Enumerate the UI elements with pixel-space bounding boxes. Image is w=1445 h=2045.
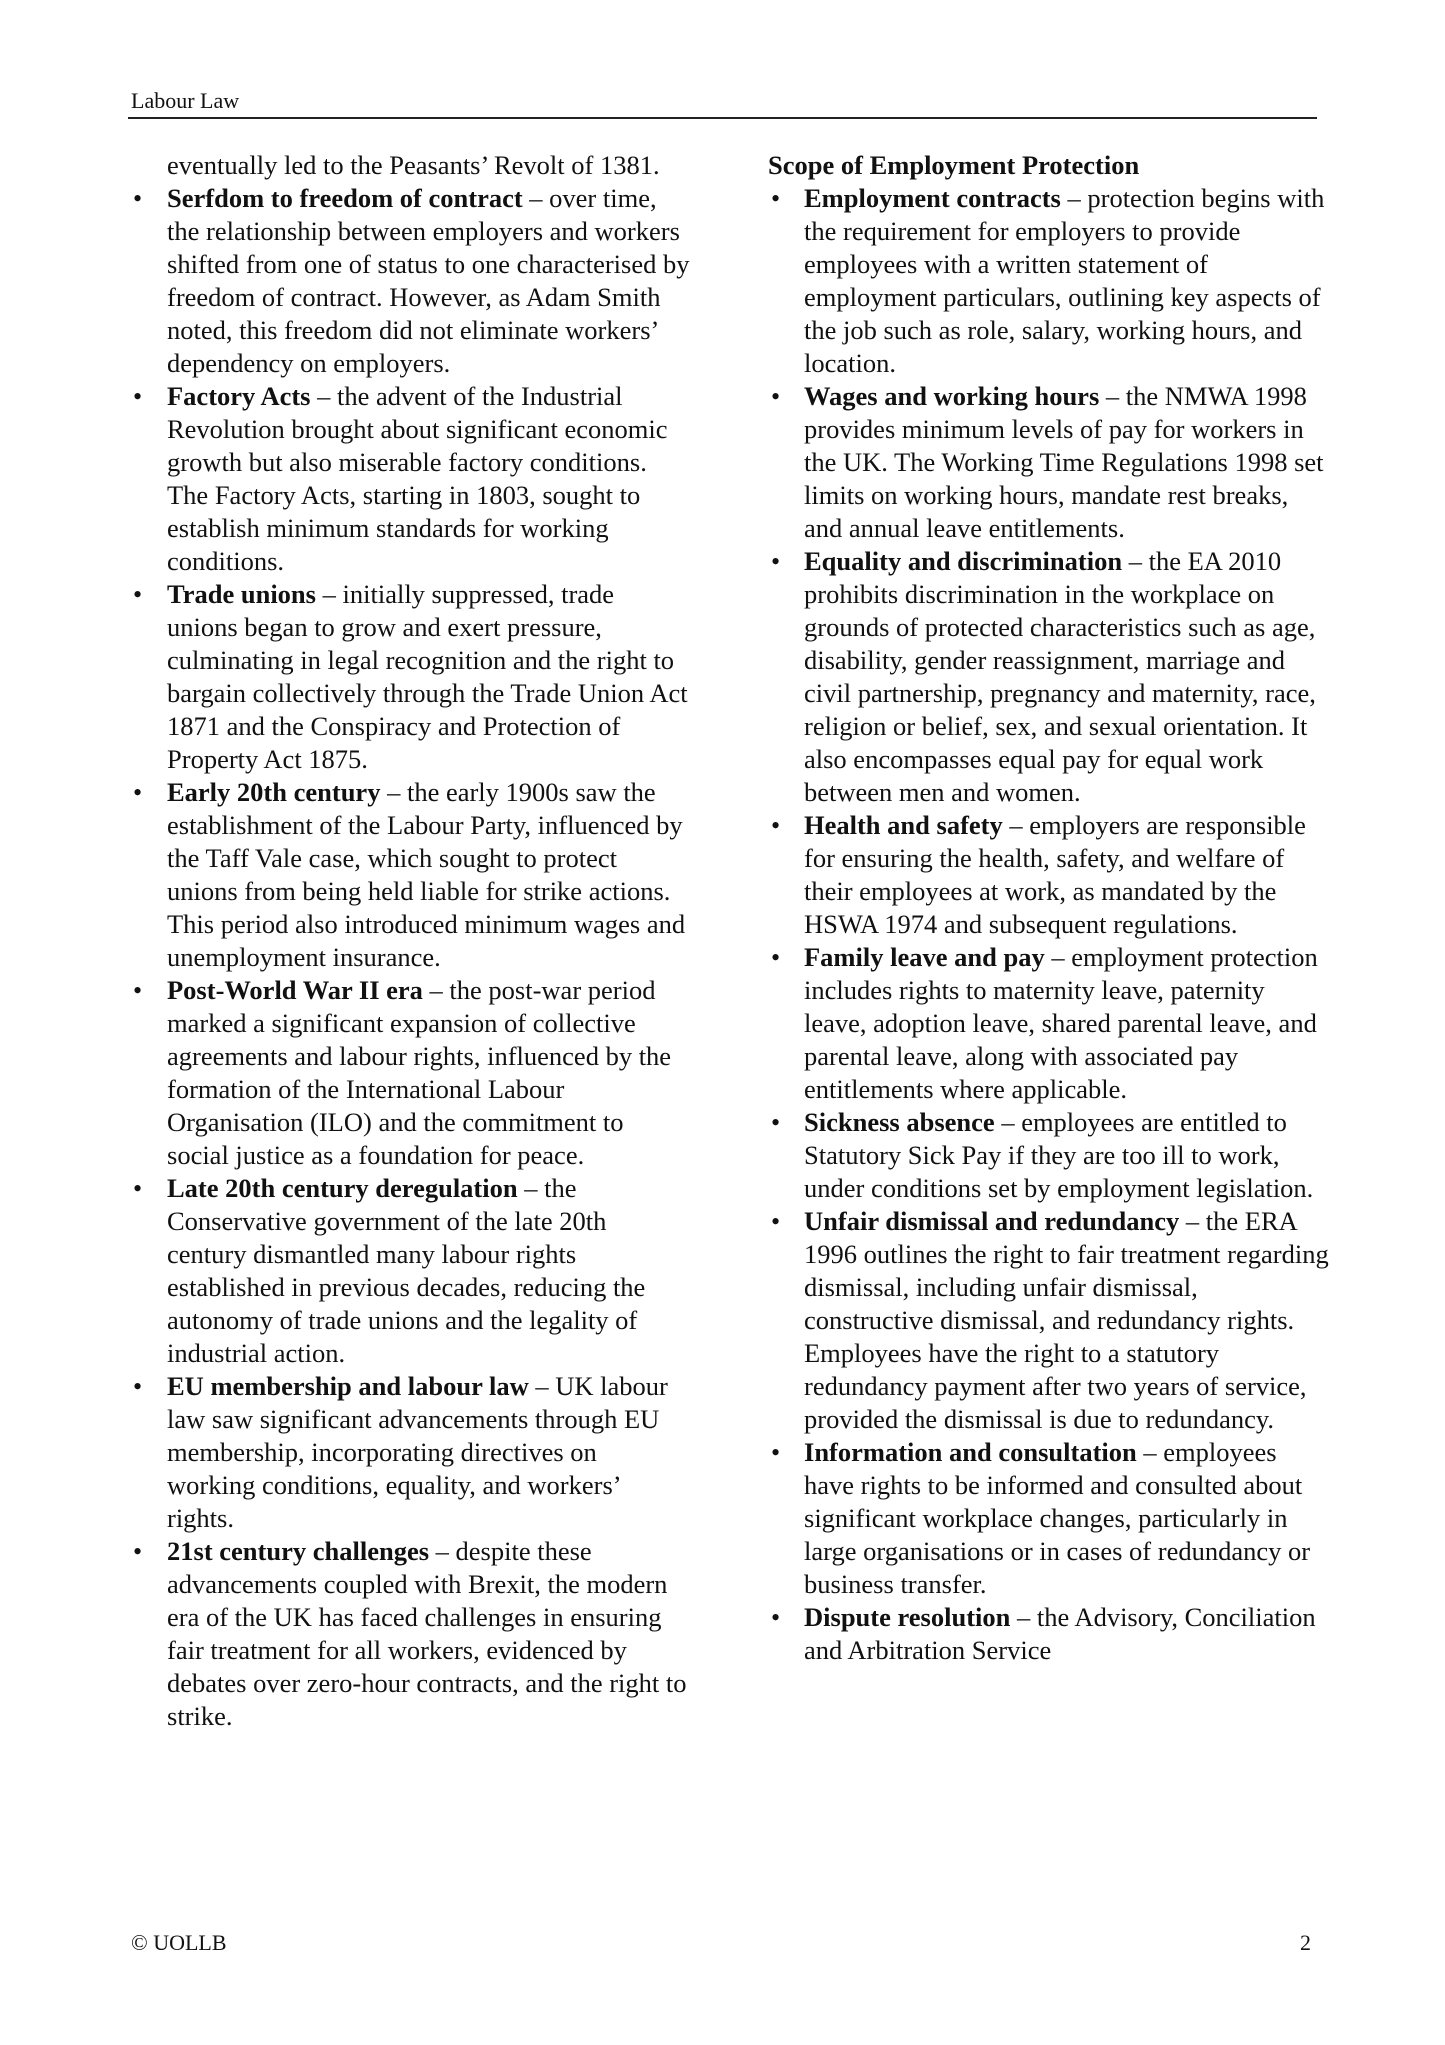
- item-text: – the EA 2010 prohibits discrimination in the workplace on grounds of protected characteristics such as age, disability, gender reassignment, marriage and civil partnership, pregnancy and maternity, race, religion or belief, sex, and sexual orientation. It also encompasses equal pay for equal work between men and women.: [804, 546, 1316, 807]
- item-text: – the Conservative government of the late 20th century dismantled many labour rights established in previous decades, reducing the autonomy of trade unions and the legality of industrial action.: [167, 1173, 646, 1368]
- bullet-icon: •: [771, 1603, 781, 1632]
- bullet-icon: •: [133, 778, 143, 807]
- item-term: Health and safety: [804, 810, 1003, 840]
- right-column: [768, 149, 1333, 1667]
- continued-paragraph: eventually led to the Peasants’ Revolt of 1381.: [167, 150, 660, 180]
- bullet-icon: •: [133, 1174, 143, 1203]
- left-column: [131, 149, 691, 1733]
- item-text: – the Advisory, Conciliation and Arbitration Service: [804, 1602, 1316, 1665]
- page-number: 2: [1300, 1930, 1311, 1955]
- item-term: Trade unions: [167, 579, 316, 609]
- item-term: Dispute resolution: [804, 1602, 1011, 1632]
- item-term: Sickness absence: [804, 1107, 995, 1137]
- item-text: – initially suppressed, trade unions began to grow and exert pressure, culminating in legal recognition and the right to bargain collectively through the Trade Union Act 1871 and the Conspiracy and Protection of Property Act 1875.: [167, 579, 688, 774]
- bullet-icon: •: [133, 1537, 143, 1566]
- list-item: [768, 809, 1333, 941]
- item-text: – the NMWA 1998 provides minimum levels of pay for workers in the UK. The Working Time Regulations 1998 set limits on working hours, mandate rest breaks, and annual leave entitlements.: [804, 381, 1324, 543]
- list-item: [768, 1106, 1333, 1205]
- item-text: – employers are responsible for ensuring the health, safety, and welfare of their employees at work, as mandated by the HSWA 1974 and subsequent regulations.: [804, 810, 1306, 939]
- list-item: [131, 1172, 691, 1370]
- bullet-icon: •: [771, 184, 781, 213]
- bullet-icon: •: [771, 1438, 781, 1467]
- bullet-icon: •: [771, 1108, 781, 1137]
- item-text: – the early 1900s saw the establishment of the Labour Party, influenced by the Taff Vale case, which sought to protect unions from being held liable for strike actions. This period also introduced minimum wages and unemployment insurance.: [167, 777, 686, 972]
- bullet-icon: •: [771, 547, 781, 576]
- bullet-icon: •: [133, 184, 143, 213]
- list-item: [131, 776, 691, 974]
- item-term: Factory Acts: [167, 381, 311, 411]
- item-text: – UK labour law saw significant advancements through EU membership, incorporating directives on working conditions, equality, and workers’ rights.: [167, 1371, 668, 1533]
- bullet-icon: •: [771, 811, 781, 840]
- bullet-icon: •: [771, 1207, 781, 1236]
- item-term: Late 20th century deregulation: [167, 1173, 518, 1203]
- item-term: Wages and working hours: [804, 381, 1100, 411]
- item-text: – employment protection includes rights to maternity leave, paternity leave, adoption leave, shared parental leave, and parental leave, along with associated pay entitlements where applicable.: [804, 942, 1318, 1104]
- list-item: [131, 578, 691, 776]
- list-item: [131, 380, 691, 578]
- item-text: – the post-war period marked a significant expansion of collective agreements and labour rights, influenced by the formation of the International Labour Organisation (ILO) and the commitment to social justice as a foundation for peace.: [167, 975, 672, 1170]
- item-text: – the ERA 1996 outlines the right to fair treatment regarding dismissal, including unfair dismissal, constructive dismissal, and redundancy rights. Employees have the right to a statutory redundancy payment after two years of service, provided the dismissal is due to redundancy.: [804, 1206, 1329, 1434]
- item-text: – employees have rights to be informed and consulted about significant workplace changes, particularly in large organisations or in cases of redundancy or business transfer.: [804, 1437, 1311, 1599]
- item-term: Equality and discrimination: [804, 546, 1123, 576]
- list-item: [768, 1205, 1333, 1436]
- footer-copyright: © UOLLB: [131, 1930, 227, 1955]
- item-term: Post-World War II era: [167, 975, 423, 1005]
- bullet-icon: •: [133, 1372, 143, 1401]
- list-item: [768, 182, 1333, 380]
- list-item: [768, 545, 1333, 809]
- bullet-icon: •: [133, 580, 143, 609]
- running-header-title: Labour Law: [131, 88, 240, 113]
- item-term: 21st century challenges: [167, 1536, 430, 1566]
- item-text: – protection begins with the requirement for employers to provide employees with a written statement of employment particulars, outlining key aspects of the job such as role, salary, working hours, and location.: [804, 183, 1325, 378]
- item-term: Unfair dismissal and redundancy: [804, 1206, 1180, 1236]
- item-text: – despite these advancements coupled with Brexit, the modern era of the UK has faced challenges in ensuring fair treatment for all workers, evidenced by debates over zero-hour contracts, and the right to strike.: [167, 1536, 687, 1731]
- list-item: [768, 1601, 1333, 1667]
- list-item: [768, 1436, 1333, 1601]
- item-text: – employees are entitled to Statutory Sick Pay if they are too ill to work, under conditions set by employment legislation.: [804, 1107, 1314, 1203]
- list-item: [131, 1535, 691, 1733]
- scope-bullet-list: [768, 182, 1333, 1667]
- item-term: EU membership and labour law: [167, 1371, 529, 1401]
- item-term: Early 20th century: [167, 777, 381, 807]
- bullet-icon: •: [771, 943, 781, 972]
- list-item: [131, 1370, 691, 1535]
- item-term: Serfdom to freedom of contract: [167, 183, 523, 213]
- header-rule: [128, 117, 1317, 119]
- item-text: – over time, the relationship between employers and workers shifted from one of status to one characterised by freedom of contract. However, as Adam Smith noted, this freedom did not eliminate workers’ dependency on employers.: [167, 183, 690, 378]
- list-item: [768, 380, 1333, 545]
- bullet-icon: •: [133, 976, 143, 1005]
- history-bullet-list: [131, 182, 691, 1733]
- item-term: Employment contracts: [804, 183, 1061, 213]
- section-heading: Scope of Employment Protection: [768, 150, 1140, 180]
- list-item: [131, 974, 691, 1172]
- bullet-icon: •: [133, 382, 143, 411]
- item-term: Family leave and pay: [804, 942, 1045, 972]
- list-item: [768, 941, 1333, 1106]
- item-text: – the advent of the Industrial Revolution brought about significant economic growth but also miserable factory conditions. The Factory Acts, starting in 1803, sought to establish minimum standards for working conditions.: [167, 381, 668, 576]
- item-term: Information and consultation: [804, 1437, 1137, 1467]
- bullet-icon: •: [771, 382, 781, 411]
- list-item: [131, 182, 691, 380]
